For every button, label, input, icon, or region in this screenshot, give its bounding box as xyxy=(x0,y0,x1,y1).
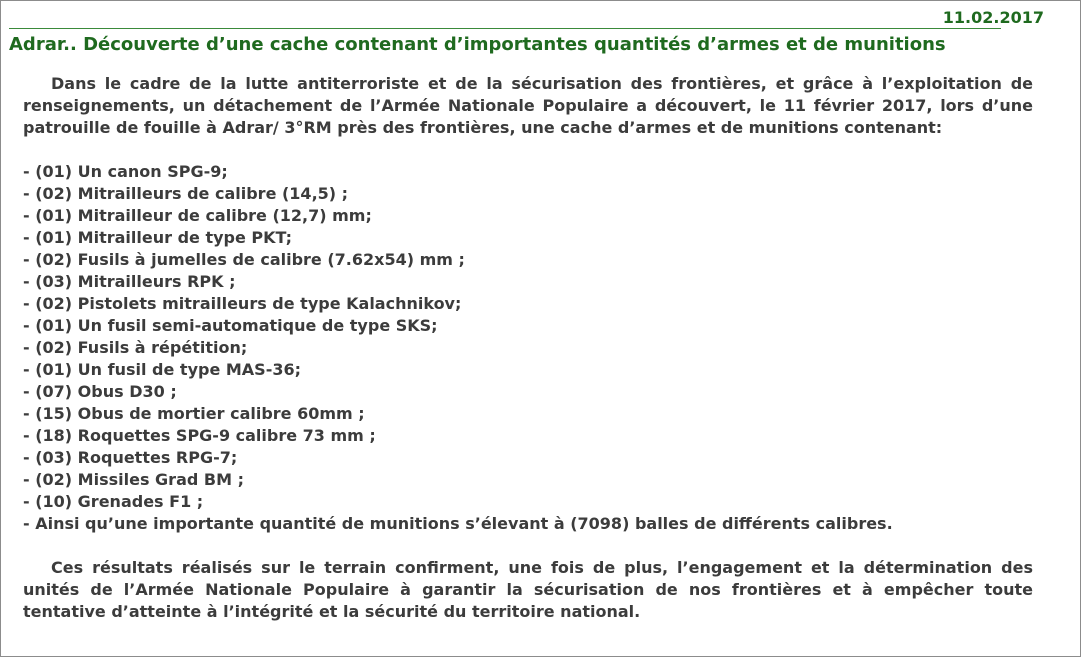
list-item: - (10) Grenades F1 ; xyxy=(23,492,204,511)
list-item: - (02) Missiles Grad BM ; xyxy=(23,470,244,489)
list-item: - (01) Un fusil de type MAS-36; xyxy=(23,360,301,379)
list-item: - (01) Un canon SPG-9; xyxy=(23,162,228,181)
list-item: - (01) Mitrailleur de calibre (12,7) mm; xyxy=(23,206,372,225)
list-item: - (03) Roquettes RPG-7; xyxy=(23,448,238,467)
article-body xyxy=(23,73,1033,623)
conclusion-paragraph: Ces résultats réalisés sur le terrain confirment, une fois de plus, l’engagement et la détermination des unités de l’Armée Nationale Populaire à garantir la sécurisation de nos frontières et à empêcher toute tentative d’atteinte à l’intégrité et la sécurité du territoire national. xyxy=(23,558,1033,621)
list-item: - (02) Fusils à répétition; xyxy=(23,338,248,357)
list-item: - (02) Pistolets mitrailleurs de type Kalachnikov; xyxy=(23,294,462,313)
article-title: Adrar.. Découverte d’une cache contenant d’importantes quantités d’armes et de munitions xyxy=(9,34,946,55)
list-item: - Ainsi qu’une importante quantité de munitions s’élevant à (7098) balles de différents calibres. xyxy=(23,514,893,533)
list-item: - (01) Un fusil semi-automatique de type SKS; xyxy=(23,316,438,335)
header-divider xyxy=(9,28,1001,29)
intro-paragraph: Dans le cadre de la lutte antiterroriste et de la sécurisation des frontières, et grâce à l’exploitation de renseignements, un détachement de l’Armée Nationale Populaire a découvert, le 11 février 2017, lors d’une patrouille de fouille à Adrar/ 3°RM près des frontières, une cache d’armes et de munitions contenant: xyxy=(23,74,1033,137)
list-item: - (03) Mitrailleurs RPK ; xyxy=(23,272,236,291)
list-item: - (18) Roquettes SPG-9 calibre 73 mm ; xyxy=(23,426,376,445)
publication-date: 11.02.2017 xyxy=(942,8,1044,27)
list-item: - (07) Obus D30 ; xyxy=(23,382,177,401)
list-item: - (01) Mitrailleur de type PKT; xyxy=(23,228,292,247)
list-item: - (15) Obus de mortier calibre 60mm ; xyxy=(23,404,365,423)
list-item: - (02) Fusils à jumelles de calibre (7.62x54) mm ; xyxy=(23,250,465,269)
list-item: - (02) Mitrailleurs de calibre (14,5) ; xyxy=(23,184,349,203)
seized-items-list xyxy=(23,161,1033,535)
